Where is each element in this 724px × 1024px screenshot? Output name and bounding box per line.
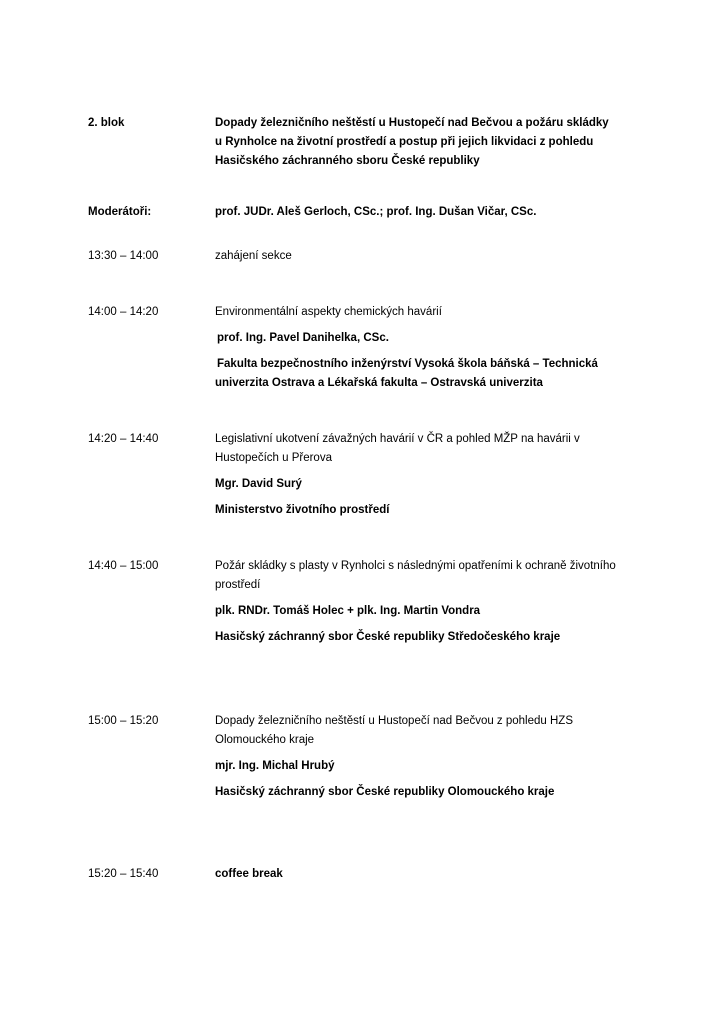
session-time: 15:00 – 15:20 [88, 715, 159, 727]
session-topic: Environmentální aspekty chemických havárií [215, 306, 442, 318]
session-time: 14:20 – 14:40 [88, 433, 159, 445]
session-affiliation: Hasičský záchranný sbor České republiky Olomouckého kraje [215, 786, 555, 798]
session-time: 15:20 – 15:40 [88, 868, 159, 880]
session-topic: prostředí [215, 579, 261, 591]
session-topic: Hustopečích u Přerova [215, 452, 332, 464]
session-time: 14:40 – 15:00 [88, 560, 159, 572]
session-time: 14:00 – 14:20 [88, 306, 159, 318]
session-affiliation: Fakulta bezpečnostního inženýrství Vysoká škola báňská – Technická [217, 358, 598, 370]
moderators-label: Moderátoři: [88, 206, 152, 218]
session-topic: zahájení sekce [215, 250, 292, 262]
block-label: 2. blok [88, 117, 125, 129]
block-title [215, 114, 655, 171]
session-time: 13:30 – 14:00 [88, 250, 159, 262]
session-speaker: mjr. Ing. Michal Hrubý [215, 760, 335, 772]
session-topic: Dopady železničního neštěstí u Hustopečí nad Bečvou z pohledu HZS [215, 715, 573, 727]
block-title-line: Hasičského záchranného sboru České republiky [215, 155, 480, 167]
session-speaker: Mgr. David Surý [215, 478, 302, 490]
moderators-names: prof. JUDr. Aleš Gerloch, CSc.; prof. Ing. Dušan Vičar, CSc. [215, 206, 537, 218]
session-speaker: prof. Ing. Pavel Danihelka, CSc. [217, 332, 389, 344]
session-affiliation: Hasičský záchranný sbor České republiky Středočeského kraje [215, 631, 561, 643]
session-affiliation: Ministerstvo životního prostředí [215, 504, 390, 516]
session-topic: Legislativní ukotvení závažných havárií v ČR a pohled MŽP na havárii v [215, 433, 580, 445]
session-affiliation: univerzita Ostrava a Lékařská fakulta – Ostravská univerzita [215, 377, 543, 389]
session-topic: Požár skládky s plasty v Rynholci s následnými opatřeními k ochraně životního [215, 560, 616, 572]
block-title-line: Dopady železničního neštěstí u Hustopečí nad Bečvou a požáru skládky [215, 117, 609, 129]
session-topic: Olomouckého kraje [215, 734, 315, 746]
session-topic: coffee break [215, 868, 283, 880]
session-speaker: plk. RNDr. Tomáš Holec + plk. Ing. Martin Vondra [215, 605, 481, 617]
block-title-line: u Rynholce na životní prostředí a postup při jejich likvidaci z pohledu [215, 136, 594, 148]
